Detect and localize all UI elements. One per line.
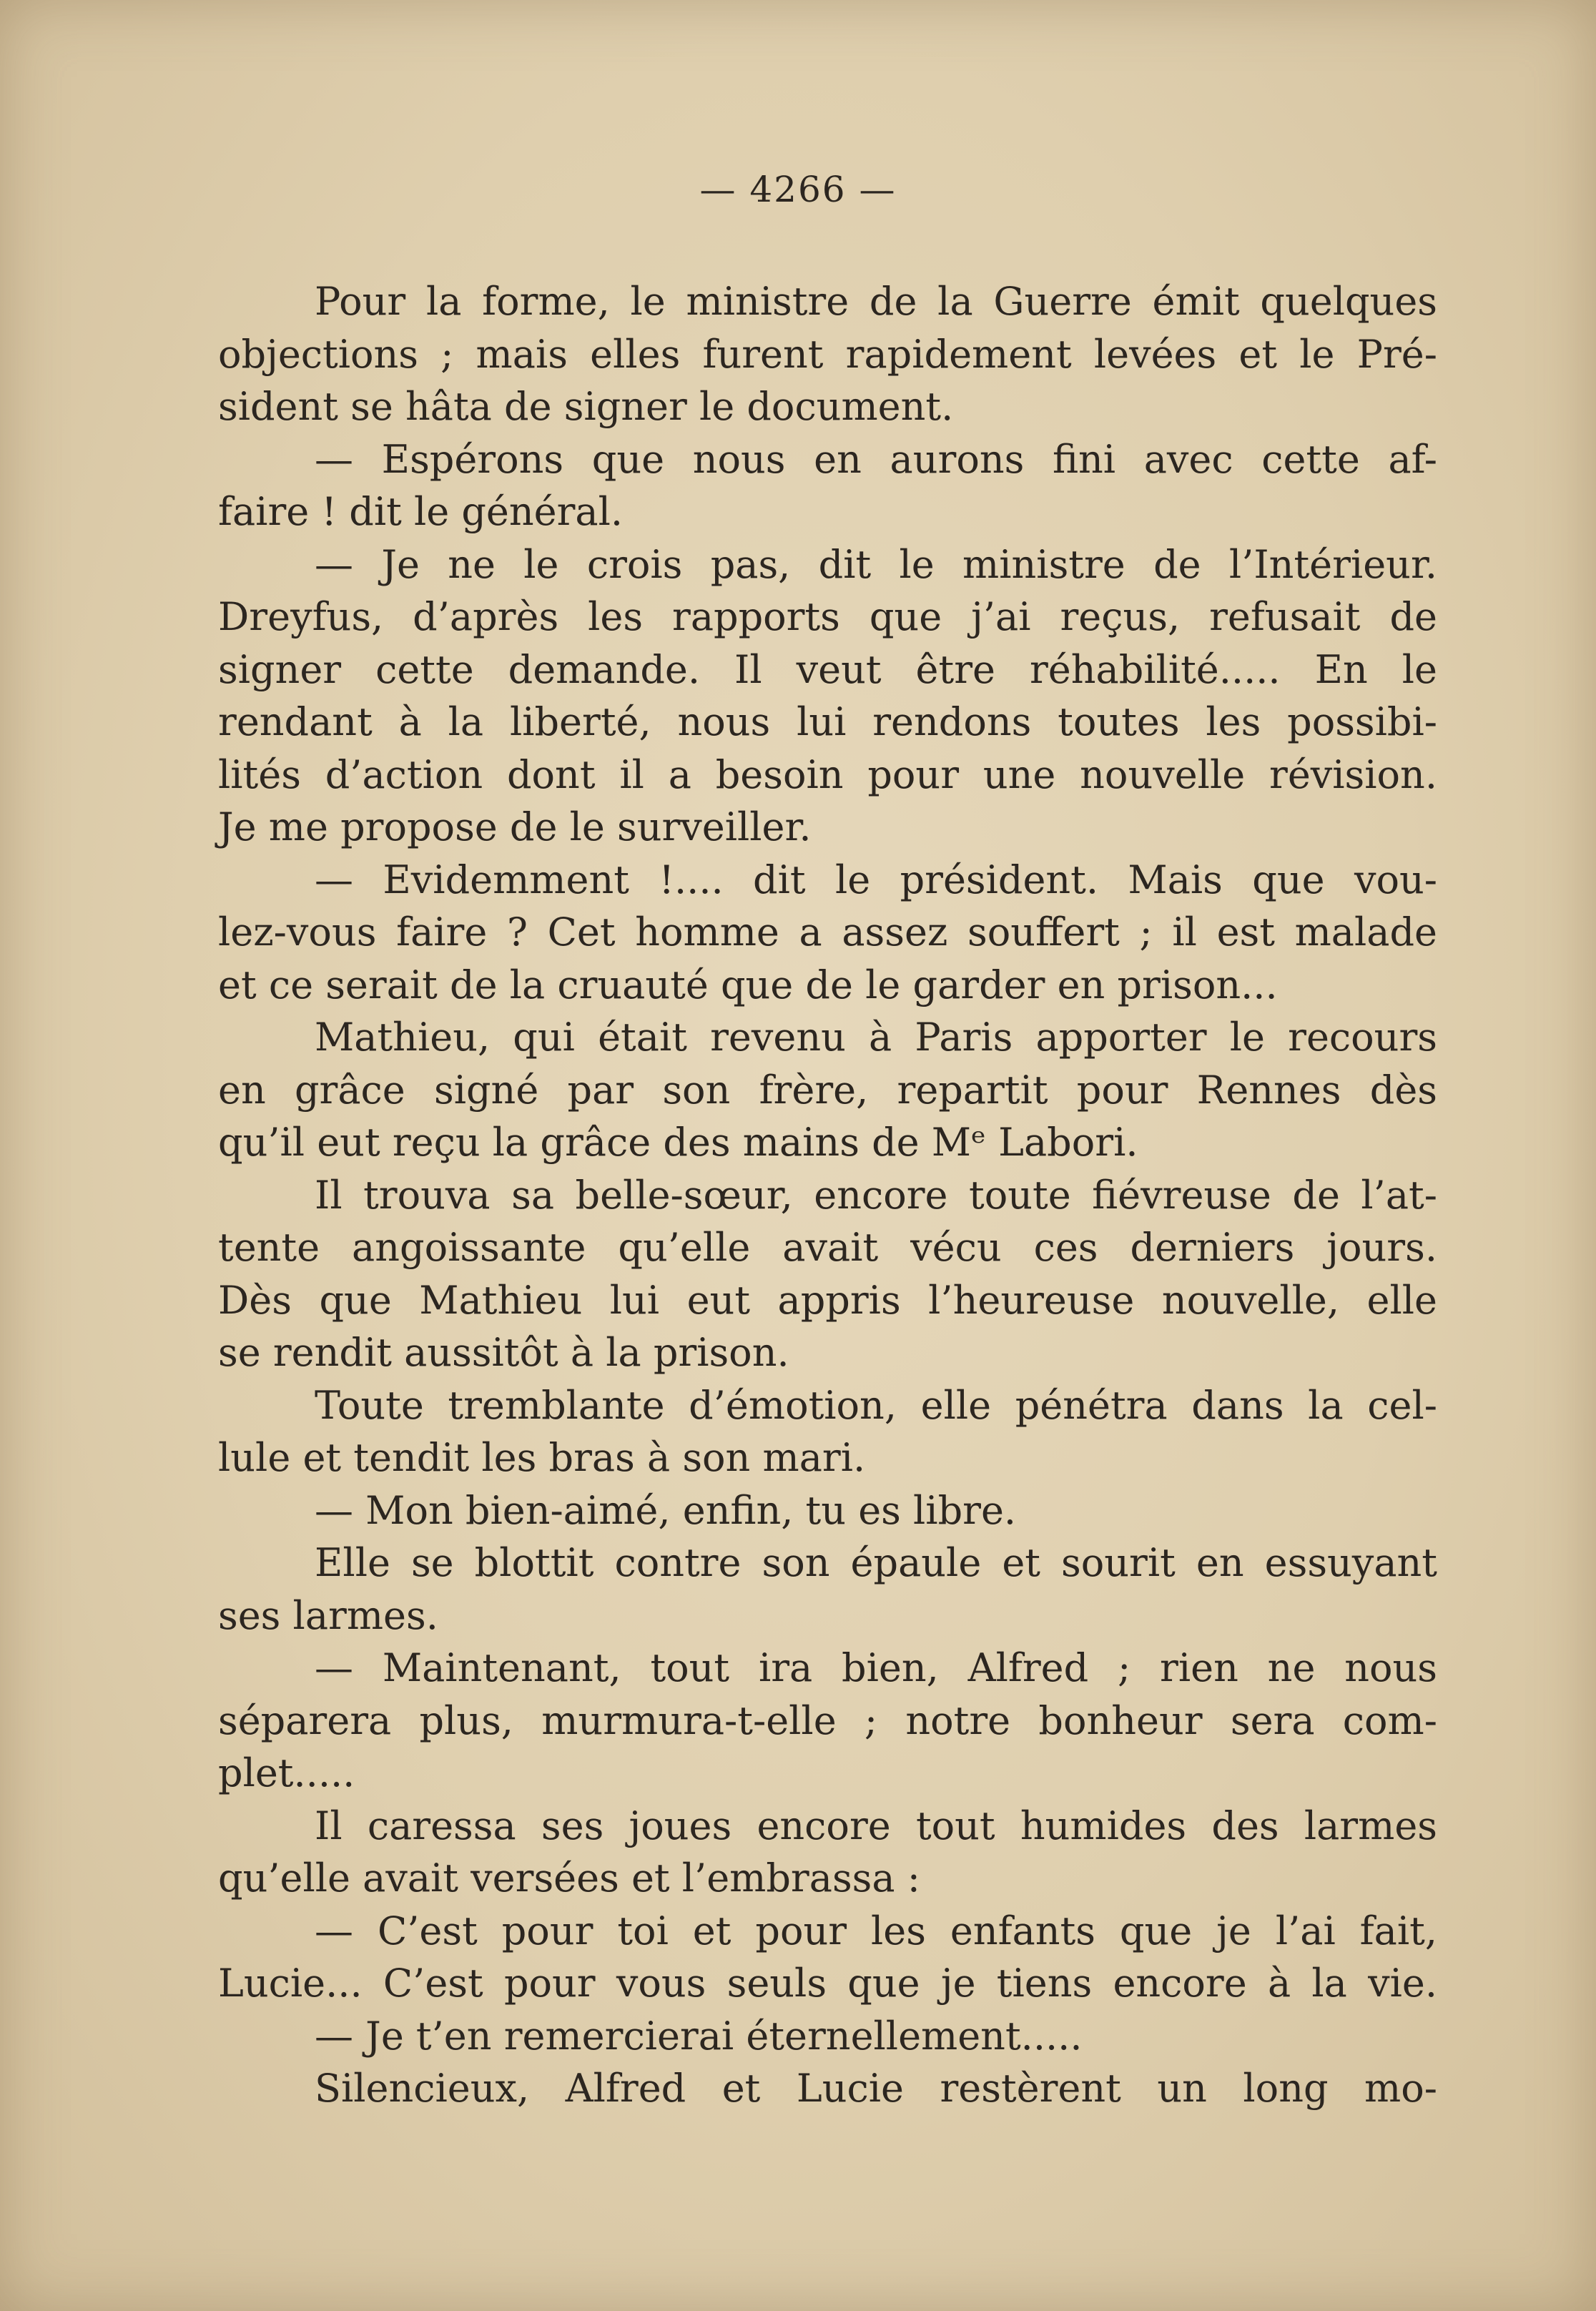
text-line: Mathieu, qui était revenu à Paris apporter le recours [315,1015,1437,1060]
text-line: qu’elle avait versées et l’embrassa : [218,1856,920,1901]
text-line: Il caressa ses joues encore tout humides des larmes [315,1803,1437,1848]
body-text [218,275,1437,2115]
text-line: — Je t’en remercierai éternellement..... [315,2013,1083,2059]
text-line: en grâce signé par son frère, repartit pour Rennes dès [218,1067,1437,1113]
text-line: objections ; mais elles furent rapidement levées et le Pré- [218,331,1437,377]
text-line: — Espérons que nous en aurons fini avec cette af- [315,436,1437,482]
text-line: Pour la forme, le ministre de la Guerre émit quelques [315,279,1437,324]
text-line: Silencieux, Alfred et Lucie restèrent un long mo- [315,2066,1437,2111]
text-line: Toute tremblante d’émotion, elle pénétra dans la cel- [315,1382,1437,1428]
text-line: et ce serait de la cruauté que de le garder en prison... [218,962,1278,1007]
text-line: plet..... [218,1750,355,1795]
text-line: Je me propose de le surveiller. [218,804,812,849]
text-line: se rendit aussitôt à la prison. [218,1330,789,1375]
text-line: Dès que Mathieu lui eut appris l’heureuse nouvelle, elle [218,1277,1437,1323]
text-line: signer cette demande. Il veut être réhabilité..... En le [218,646,1437,692]
text-line: sident se hâta de signer le document. [218,384,954,429]
text-line: Il trouva sa belle-sœur, encore toute fiévreuse de l’at- [315,1172,1437,1218]
text-line: — Je ne le crois pas, dit le ministre de l’Intérieur. [315,541,1437,587]
text-line: tente angoissante qu’elle avait vécu ces derniers jours. [218,1225,1437,1270]
text-line: — Mon bien-aimé, enfin, tu es libre. [315,1487,1017,1533]
text-line: lule et tendit les bras à son mari. [218,1435,866,1480]
text-line: faire ! dit le général. [218,489,624,534]
text-line: qu’il eut reçu la grâce des mains de Mᵉ Labori. [218,1120,1138,1165]
text-line: — C’est pour toi et pour les enfants que je l’ai fait, [315,1908,1437,1953]
text-line: séparera plus, murmura-t-elle ; notre bonheur sera com- [218,1697,1437,1743]
text-line: — Evidemment !.... dit le président. Mais que vou- [315,857,1437,902]
page-number: — 4266 — [699,169,897,210]
text-line: rendant à la liberté, nous lui rendons toutes les possibi- [218,699,1437,744]
text-line: lités d’action dont il a besoin pour une nouvelle révision. [218,752,1437,797]
text-line: ses larmes. [218,1592,438,1638]
text-line: — Maintenant, tout ira bien, Alfred ; rien ne nous [315,1645,1437,1690]
text-line: Lucie... C’est pour vous seuls que je tiens encore à la vie. [218,1961,1437,2006]
text-line: Elle se blottit contre son épaule et sourit en essuyant [315,1540,1437,1585]
text-line: Dreyfus, d’après les rapports que j’ai reçus, refusait de [218,594,1437,639]
text-line: lez-vous faire ? Cet homme a assez souffert ; il est malade [218,910,1437,955]
